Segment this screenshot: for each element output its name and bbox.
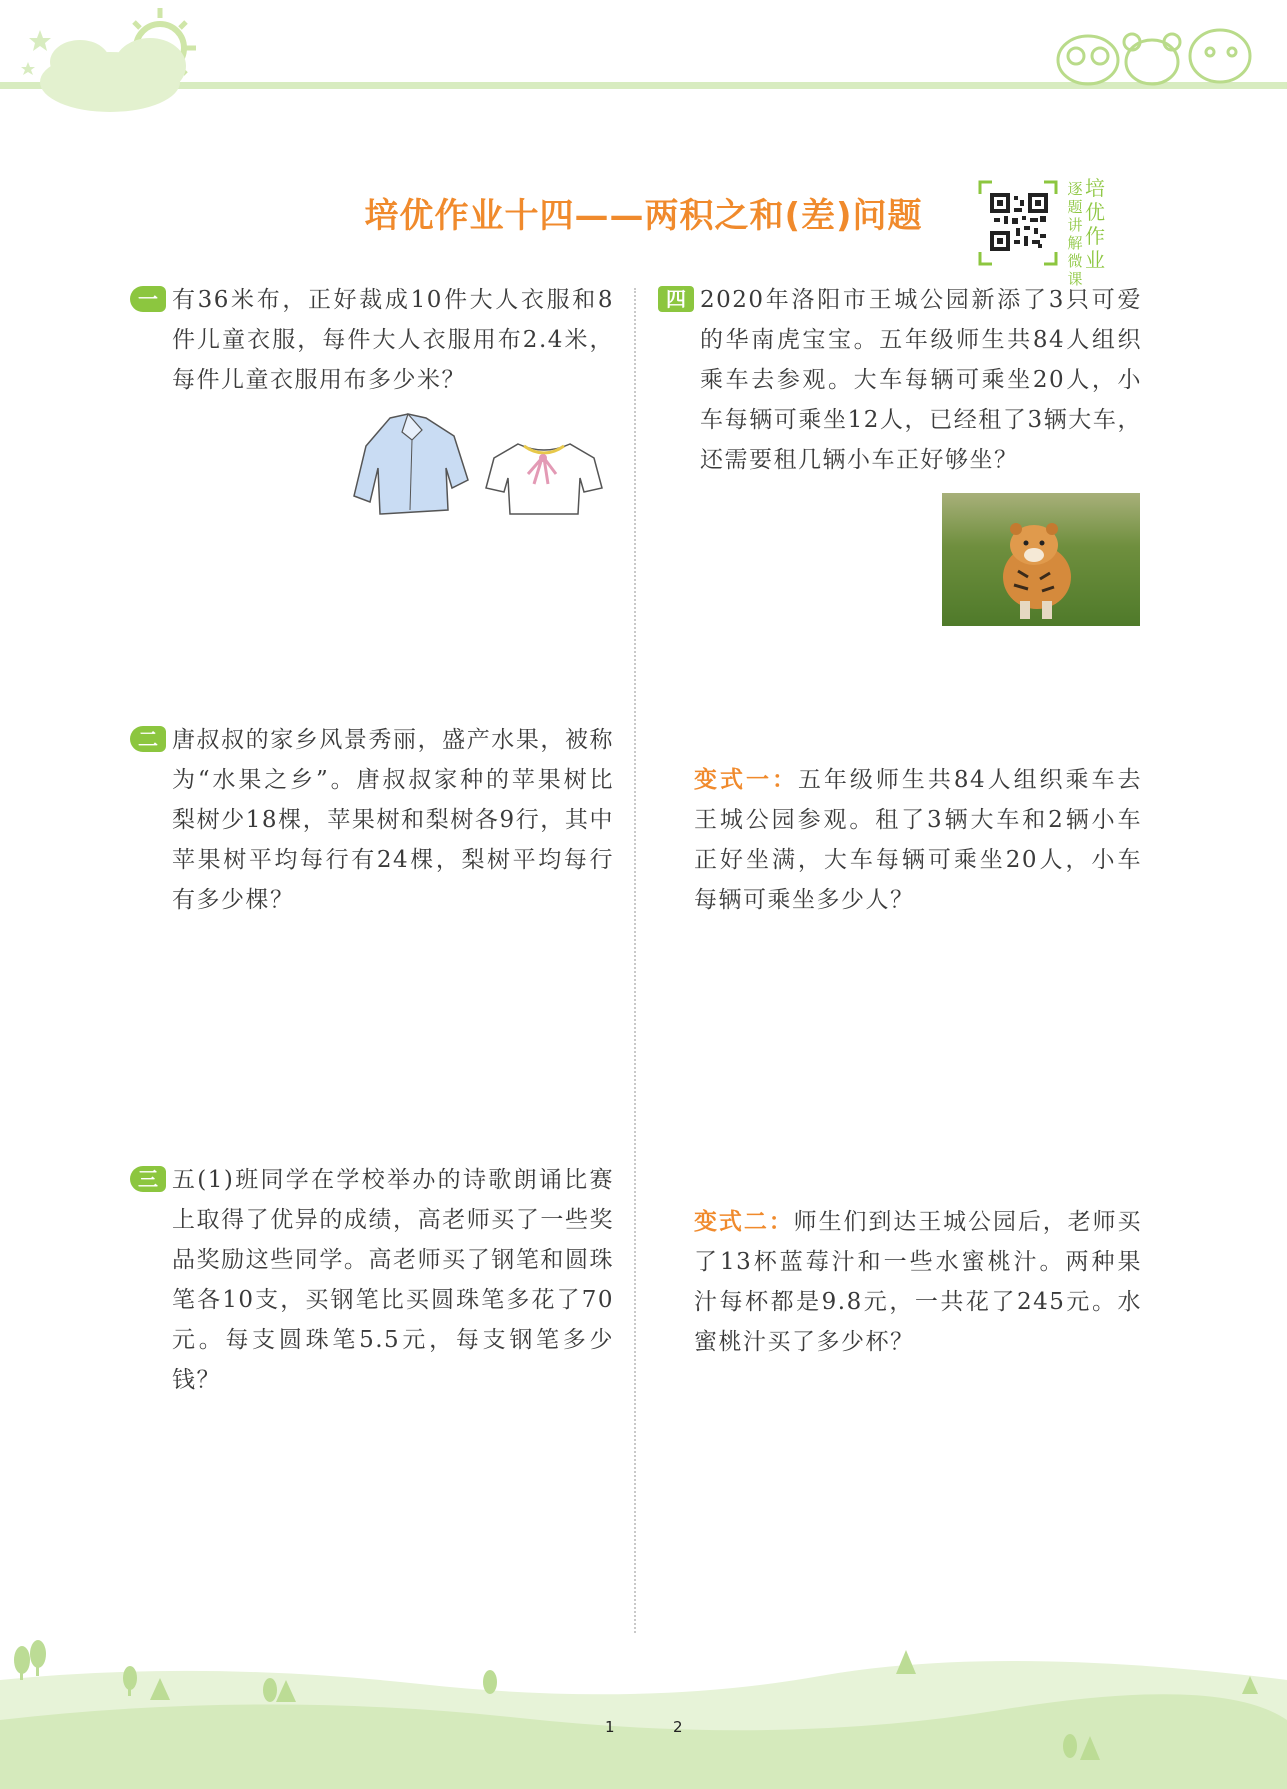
qr-code-icon[interactable] <box>978 180 1058 266</box>
qr-label-sub: 逐 题 讲 解 微 课 <box>1067 180 1083 288</box>
question-badge: 三 <box>130 1166 166 1192</box>
tiger-cub-photo <box>942 493 1140 626</box>
shirt-icon <box>350 410 470 518</box>
question-badge: 一 <box>130 286 166 312</box>
page-number-right: 2 <box>673 1718 683 1736</box>
column-divider <box>634 288 636 1633</box>
question-text: 五(1)班同学在学校举办的诗歌朗诵比赛上取得了优异的成绩，高老师买了一些奖品奖励这些同学。高老师买了钢笔和圆珠笔各10支，买钢笔比买圆珠笔多花了70元。每支圆珠笔5.5元，每支钢笔多少钱？ <box>172 1167 614 1393</box>
blouse-icon <box>484 438 604 518</box>
variant-text: 师生们到达王城公园后，老师买了13杯蓝莓汁和一些水蜜桃汁。两种果汁每杯都是9.8元，一共花了245元。水蜜桃汁买了多少杯？ <box>694 1209 1143 1355</box>
question-text: 唐叔叔的家乡风景秀丽，盛产水果，被称为“水果之乡”。唐叔叔家种的苹果树比梨树少18棵，苹果树和梨树各9行，其中苹果树平均每行有24棵，梨树平均每行有多少棵？ <box>172 727 614 913</box>
question-badge: 四 <box>658 286 694 312</box>
question-badge: 二 <box>130 726 166 752</box>
header-decoration <box>0 0 1287 120</box>
variant-label: 变式二： <box>694 1209 794 1235</box>
footer-landscape <box>0 1620 1287 1789</box>
page-number-left: 1 <box>605 1718 615 1736</box>
variant-text: 五年级师生共84人组织乘车去王城公园参观。租了3辆大车和2辆小车正好坐满，大车每辆可乘坐20人，小车每辆可乘坐多少人？ <box>694 767 1142 913</box>
variant-label: 变式一： <box>694 767 798 793</box>
question-text: 2020年洛阳市王城公园新添了3只可爱的华南虎宝宝。五年级师生共84人组织乘车去参观。大车每辆可乘坐20人，小车每辆可乘坐12人，已经租了3辆大车，还需要租几辆小车正好够坐？ <box>700 287 1142 473</box>
variant-1 <box>694 760 1142 920</box>
cartoon-animals-icon <box>1058 30 1250 84</box>
qr-label-main: 培 优 作 业 <box>1085 176 1105 272</box>
cloud-icon <box>40 38 186 112</box>
page-title: 培优作业十四——两积之和(差)问题 <box>364 196 923 236</box>
question-text: 有36米布，正好裁成10件大人衣服和8件儿童衣服，每件大人衣服用布2.4米，每件儿童衣服用布多少米？ <box>172 287 614 393</box>
variant-2 <box>694 1202 1142 1362</box>
